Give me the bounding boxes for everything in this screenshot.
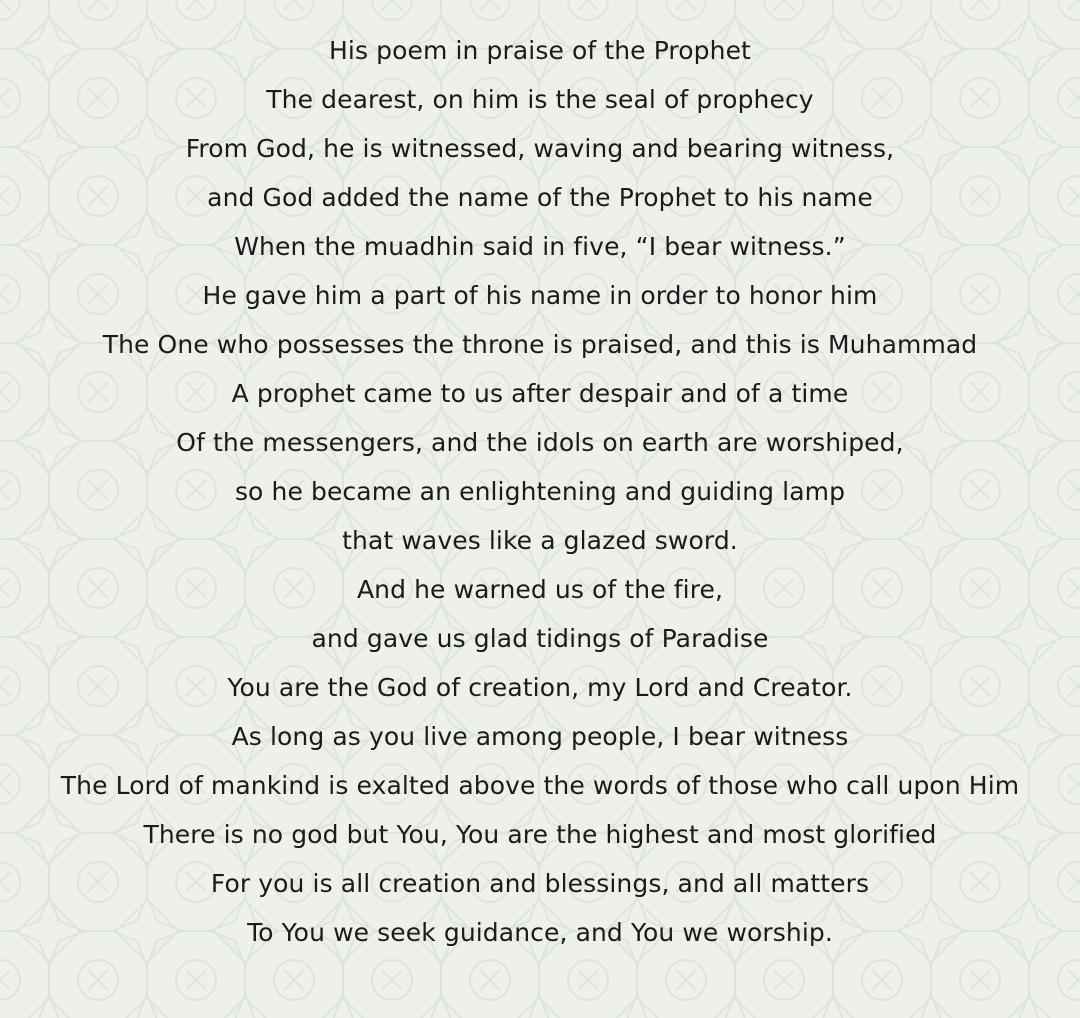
poem-line: so he became an enlightening and guiding lamp [234,477,846,506]
poem-line: When the muadhin said in five, “I bear witness.” [234,232,846,261]
poem-line: He gave him a part of his name in order to honor him [202,281,878,310]
poem-line: Of the messengers, and the idols on earth are worshiped, [176,428,904,457]
poem-line: For you is all creation and blessings, and all matters [210,869,870,898]
poem-line: As long as you live among people, I bear witness [231,722,849,751]
poem-line: From God, he is witnessed, waving and bearing witness, [185,134,895,163]
poem-line: The One who possesses the throne is praised, and this is Muhammad [102,330,978,359]
poem-line: To You we seek guidance, and You we worship. [247,918,833,947]
poem-line: You are the God of creation, my Lord and Creator. [227,673,853,702]
poem-line: that waves like a glazed sword. [342,526,738,555]
poem-line: The Lord of mankind is exalted above the words of those who call upon Him [60,771,1020,800]
poem-line: The dearest, on him is the seal of prophecy [266,85,814,114]
poem-line: and God added the name of the Prophet to his name [207,183,873,212]
poem-text [0,26,1080,957]
poem-line: And he warned us of the fire, [356,575,724,604]
poem-line: His poem in praise of the Prophet [329,36,751,65]
poem-line: There is no god but You, You are the highest and most glorified [143,820,937,849]
poem-line: A prophet came to us after despair and of a time [231,379,849,408]
poem-line: and gave us glad tidings of Paradise [311,624,769,653]
